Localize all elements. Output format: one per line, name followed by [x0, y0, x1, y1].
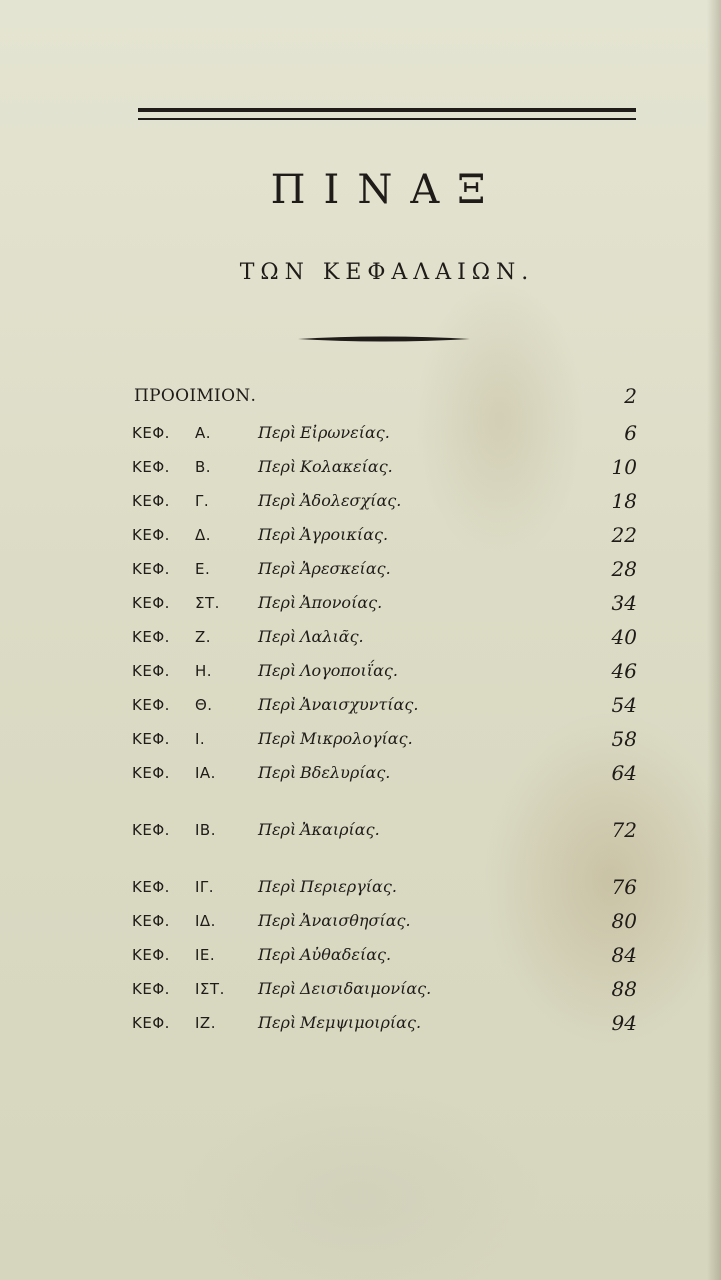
chapter-subject: Ἀρεσκείας. — [300, 559, 391, 578]
chapter-subject: Λαλιᾶς. — [300, 627, 364, 646]
chapter-numeral: Η. — [195, 662, 213, 680]
chapter-subject: Βδελυρίας. — [300, 763, 391, 782]
chapter-page-number: 54 — [611, 693, 637, 717]
chapter-numeral: Δ. — [195, 526, 212, 544]
chapter-subject: Μεμψιμοιρίας. — [300, 1013, 422, 1032]
chapter-subject: Εἰρωνείας. — [300, 423, 390, 442]
chapter-page-number: 80 — [611, 909, 637, 933]
chapter-abbrev: ΚΕΦ. — [132, 662, 170, 680]
toc-row[interactable] — [0, 940, 721, 970]
chapter-numeral: Γ. — [195, 492, 210, 510]
chapter-abbrev: ΚΕΦ. — [132, 764, 170, 782]
chapter-subject: Περιεργίας. — [300, 877, 397, 896]
chapter-numeral: Β. — [195, 458, 212, 476]
chapter-abbrev: ΚΕΦ. — [132, 560, 170, 578]
page-subtitle: ΤΩΝ ΚΕΦΑΛΑΙΩΝ. — [239, 260, 535, 285]
chapter-numeral: ΙΒ. — [195, 821, 216, 839]
chapter-preposition: Περὶ — [258, 491, 297, 510]
chapter-numeral: ΙΖ. — [195, 1014, 216, 1032]
chapter-abbrev: ΚΕΦ. — [132, 878, 170, 896]
chapter-abbrev: ΚΕΦ. — [132, 594, 170, 612]
chapter-numeral: Ζ. — [195, 628, 212, 646]
toc-row[interactable] — [0, 724, 721, 754]
chapter-numeral: Θ. — [195, 696, 213, 714]
chapter-preposition: Περὶ — [258, 979, 297, 998]
chapter-abbrev: ΚΕΦ. — [132, 628, 170, 646]
chapter-page-number: 6 — [624, 421, 637, 445]
chapter-subject: Ἀναισχυντίας. — [300, 695, 419, 714]
prooimion-label: ΠΡΟΟΙΜΙΟΝ. — [134, 386, 257, 406]
chapter-preposition: Περὶ — [258, 423, 297, 442]
chapter-preposition: Περὶ — [258, 820, 297, 839]
chapter-page-number: 34 — [611, 591, 637, 615]
chapter-page-number: 94 — [611, 1011, 637, 1035]
chapter-numeral: Ε. — [195, 560, 211, 578]
toc-row[interactable] — [0, 1008, 721, 1038]
chapter-numeral: ΙΔ. — [195, 912, 216, 930]
page-title: ΠΙΝΑΞ — [270, 167, 504, 213]
toc-row-prooimion[interactable] — [0, 381, 721, 411]
toc-row[interactable] — [0, 520, 721, 550]
chapter-page-number: 64 — [611, 761, 637, 785]
chapter-preposition: Περὶ — [258, 457, 297, 476]
chapter-preposition: Περὶ — [258, 695, 297, 714]
chapter-preposition: Περὶ — [258, 661, 297, 680]
chapter-subject: Ἀναισθησίας. — [300, 911, 411, 930]
toc-row[interactable] — [0, 906, 721, 936]
chapter-numeral: Ι. — [195, 730, 206, 748]
chapter-subject: Αὐθαδείας. — [300, 945, 392, 964]
chapter-subject: Λογοποιΐας. — [300, 661, 398, 680]
chapter-subject: Ἀγροικίας. — [300, 525, 389, 544]
chapter-preposition: Περὶ — [258, 627, 297, 646]
chapter-numeral: ΙΓ. — [195, 878, 215, 896]
chapter-page-number: 22 — [611, 523, 637, 547]
chapter-abbrev: ΚΕΦ. — [132, 1014, 170, 1032]
toc-row[interactable] — [0, 588, 721, 618]
chapter-preposition: Περὶ — [258, 1013, 297, 1032]
chapter-preposition: Περὶ — [258, 525, 297, 544]
chapter-subject: Ἀδολεσχίας. — [300, 491, 402, 510]
chapter-page-number: 84 — [611, 943, 637, 967]
chapter-numeral: ΙΑ. — [195, 764, 216, 782]
chapter-page-number: 58 — [611, 727, 637, 751]
chapter-abbrev: ΚΕΦ. — [132, 696, 170, 714]
chapter-page-number: 28 — [611, 557, 637, 581]
chapter-numeral: ΙΕ. — [195, 946, 216, 964]
prooimion-page-number: 2 — [624, 384, 637, 408]
chapter-page-number: 10 — [611, 455, 637, 479]
toc-row[interactable] — [0, 554, 721, 584]
chapter-preposition: Περὶ — [258, 559, 297, 578]
chapter-subject: Δεισιδαιμονίας. — [300, 979, 432, 998]
chapter-preposition: Περὶ — [258, 945, 297, 964]
chapter-page-number: 88 — [611, 977, 637, 1001]
chapter-preposition: Περὶ — [258, 911, 297, 930]
chapter-preposition: Περὶ — [258, 729, 297, 748]
toc-row[interactable] — [0, 690, 721, 720]
chapter-abbrev: ΚΕΦ. — [132, 912, 170, 930]
chapter-numeral: Α. — [195, 424, 212, 442]
chapter-abbrev: ΚΕΦ. — [132, 980, 170, 998]
toc-row[interactable] — [0, 815, 721, 845]
toc-row[interactable] — [0, 656, 721, 686]
toc-row[interactable] — [0, 418, 721, 448]
chapter-subject: Κολακείας. — [300, 457, 393, 476]
chapter-abbrev: ΚΕΦ. — [132, 424, 170, 442]
toc-row[interactable] — [0, 758, 721, 788]
chapter-numeral: ΣΤ. — [195, 594, 220, 612]
chapter-page-number: 76 — [611, 875, 637, 899]
toc-row[interactable] — [0, 974, 721, 1004]
chapter-abbrev: ΚΕΦ. — [132, 458, 170, 476]
chapter-abbrev: ΚΕΦ. — [132, 946, 170, 964]
chapter-abbrev: ΚΕΦ. — [132, 730, 170, 748]
toc-row[interactable] — [0, 486, 721, 516]
toc-row[interactable] — [0, 452, 721, 482]
chapter-subject: Ἀπονοίας. — [300, 593, 383, 612]
chapter-numeral: ΙΣΤ. — [195, 980, 225, 998]
chapter-abbrev: ΚΕΦ. — [132, 492, 170, 510]
chapter-page-number: 18 — [611, 489, 637, 513]
chapter-preposition: Περὶ — [258, 763, 297, 782]
toc-row[interactable] — [0, 622, 721, 652]
chapter-page-number: 46 — [611, 659, 637, 683]
chapter-preposition: Περὶ — [258, 593, 297, 612]
chapter-subject: Ἀκαιρίας. — [300, 820, 380, 839]
chapter-page-number: 40 — [611, 625, 637, 649]
chapter-preposition: Περὶ — [258, 877, 297, 896]
toc-row[interactable] — [0, 872, 721, 902]
chapter-abbrev: ΚΕΦ. — [132, 821, 170, 839]
chapter-subject: Μικρολογίας. — [300, 729, 413, 748]
chapter-abbrev: ΚΕΦ. — [132, 526, 170, 544]
chapter-page-number: 72 — [611, 818, 637, 842]
